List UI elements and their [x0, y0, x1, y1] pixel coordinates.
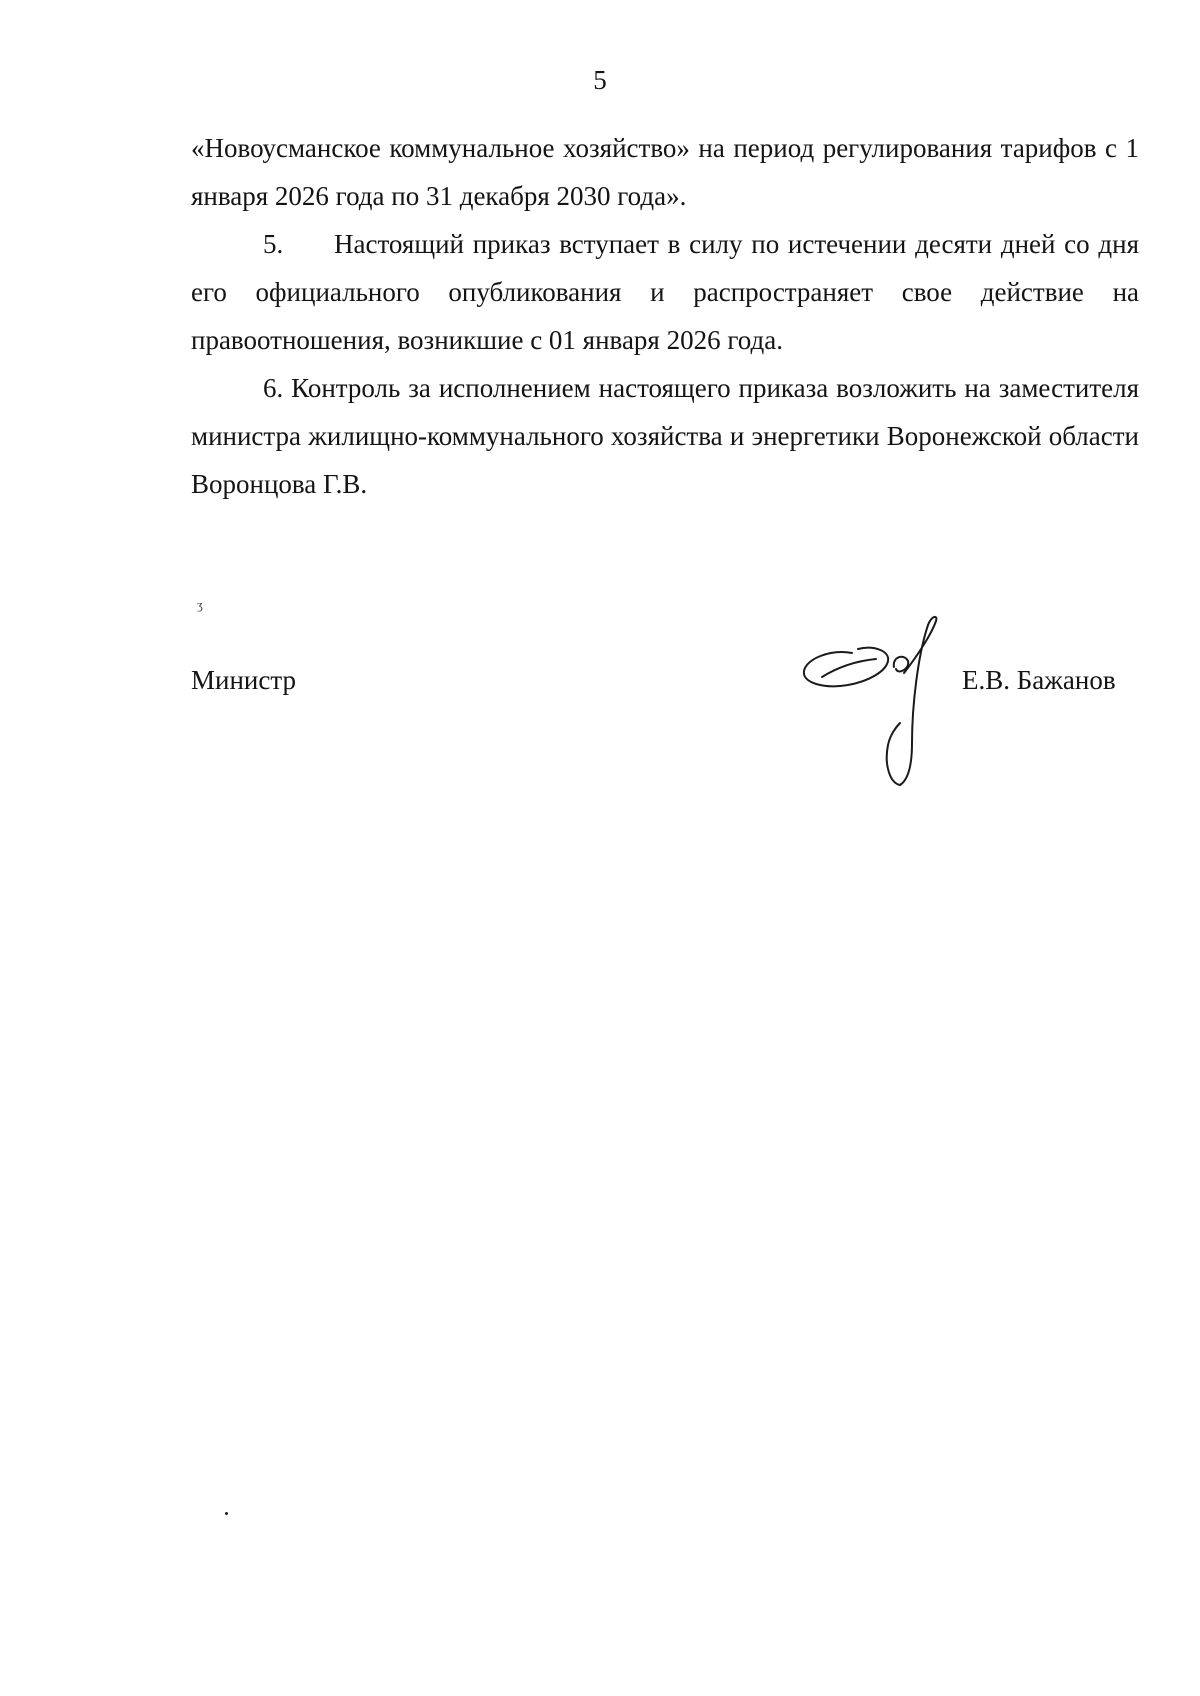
signatory-name: Е.В. Бажанов	[962, 665, 1116, 695]
paragraph-item-5	[191, 220, 1139, 364]
paragraph-item-5-text: Настоящий приказ вступает в силу по истечении десяти дней со дня его официального опубликования и распространяет свое действие на правоотношения, возникшие с 01 января 2026 года.	[191, 229, 1139, 355]
signatory-title: Министр	[191, 665, 296, 695]
item-number: 5.	[263, 229, 284, 259]
signature-icon	[800, 615, 960, 790]
paragraph-continuation: «Новоусманское коммунальное хозяйство» на период регулирования тарифов с 1 января 2026 года по 31 декабря 2030 года».	[191, 133, 1139, 211]
margin-mark: ʒ	[197, 597, 203, 612]
scan-dot	[225, 1512, 228, 1515]
paragraph-item-6: 6. Контроль за исполнением настоящего приказа возложить на заместителя министра жилищно-коммунального хозяйства и энергетики Воронежской области Воронцова Г.В.	[191, 373, 1139, 499]
page-number: 5	[593, 65, 607, 95]
